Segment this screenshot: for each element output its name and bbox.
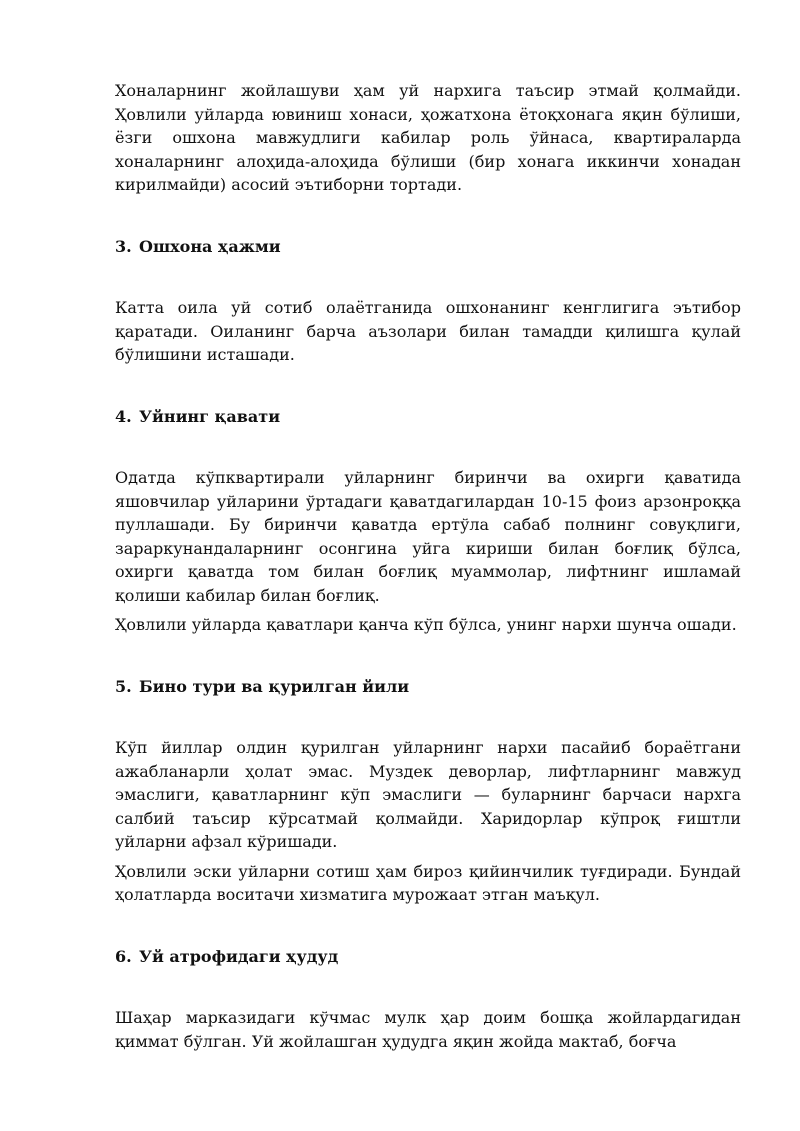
- section-6-paragraph: Шаҳар марказидаги кўчмас мулк ҳар доим бошқа жойлардагидан қиммат бўлган. Уй жойлашган ҳудудга яқин жойда мактаб, боғча: [115, 1008, 741, 1051]
- section-number: 4.: [115, 406, 132, 426]
- intro-paragraph: Хоналарнинг жойлашуви ҳам уй нархига таъсир этмай қолмайди. Ҳовлили уйларда ювиниш хонаси, ҳожатхона ётоқхонага яқин бўлиши, ёзги ошхона мавжудлиги кабилар роль ўйнаса, квартираларда хоналарнинг алоҳида-алоҳида бўлиши (бир хонага иккинчи хонадан кирилмайди) асосий эътиборни тортади.: [115, 81, 741, 194]
- section-heading-6: [115, 945, 741, 969]
- section-5-paragraph-2: Ҳовлили эски уйларни сотиш ҳам бироз қийинчилик туғдиради. Бундай ҳолатларда воситачи хизматига мурожаат этган маъқул.: [115, 861, 741, 904]
- section-3-paragraph: Катта оила уй сотиб олаётганида ошхонанинг кенглигига эътибор қаратади. Оиланинг барча аъзолари билан тамадди қилишга қулай бўлишини исташади.: [115, 298, 741, 364]
- section-title: Уй атрофидаги ҳудуд: [139, 946, 339, 966]
- section-heading-3: [115, 235, 741, 259]
- section-title: Бино тури ва қурилган йили: [139, 676, 410, 696]
- document-body: [115, 79, 741, 1053]
- section-heading-5: [115, 675, 741, 699]
- section-4-paragraph-2: Ҳовлили уйларда қаватлари қанча кўп бўлса, унинг нархи шунча ошади.: [115, 615, 737, 634]
- section-number: 6.: [115, 946, 132, 966]
- section-4-paragraph-1: Одатда кўпквартирали уйларнинг биринчи ва охирги қаватида яшовчилар уйларини ўртадаги қаватдагилардан 10-15 фоиз арзонроққа пуллашади. Бу биринчи қаватда ертўла сабаб полнинг совуқлиги, зараркунандаларнинг осонгина уйга кириши билан боғлиқ бўлса, охирги қаватда том билан боғлиқ муаммолар, лифтнинг ишламай қолиши кабилар билан боғлиқ.: [115, 468, 741, 605]
- section-heading-4: [115, 405, 741, 429]
- section-title: Уйнинг қавати: [139, 406, 281, 426]
- section-title: Ошхона ҳажми: [139, 236, 281, 256]
- section-number: 3.: [115, 236, 132, 256]
- section-number: 5.: [115, 676, 132, 696]
- section-5-paragraph-1: Кўп йиллар олдин қурилган уйларнинг нархи пасайиб бораётгани ажабланарли ҳолат эмас. Муздек деворлар, лифтларнинг мавжуд эмаслиги, қаватларнинг кўп эмаслиги — буларнинг барчаси нархга салбий таъсир кўрсатмай қолмайди. Харидорлар кўпроқ ғиштли уйларни афзал кўришади.: [115, 738, 741, 851]
